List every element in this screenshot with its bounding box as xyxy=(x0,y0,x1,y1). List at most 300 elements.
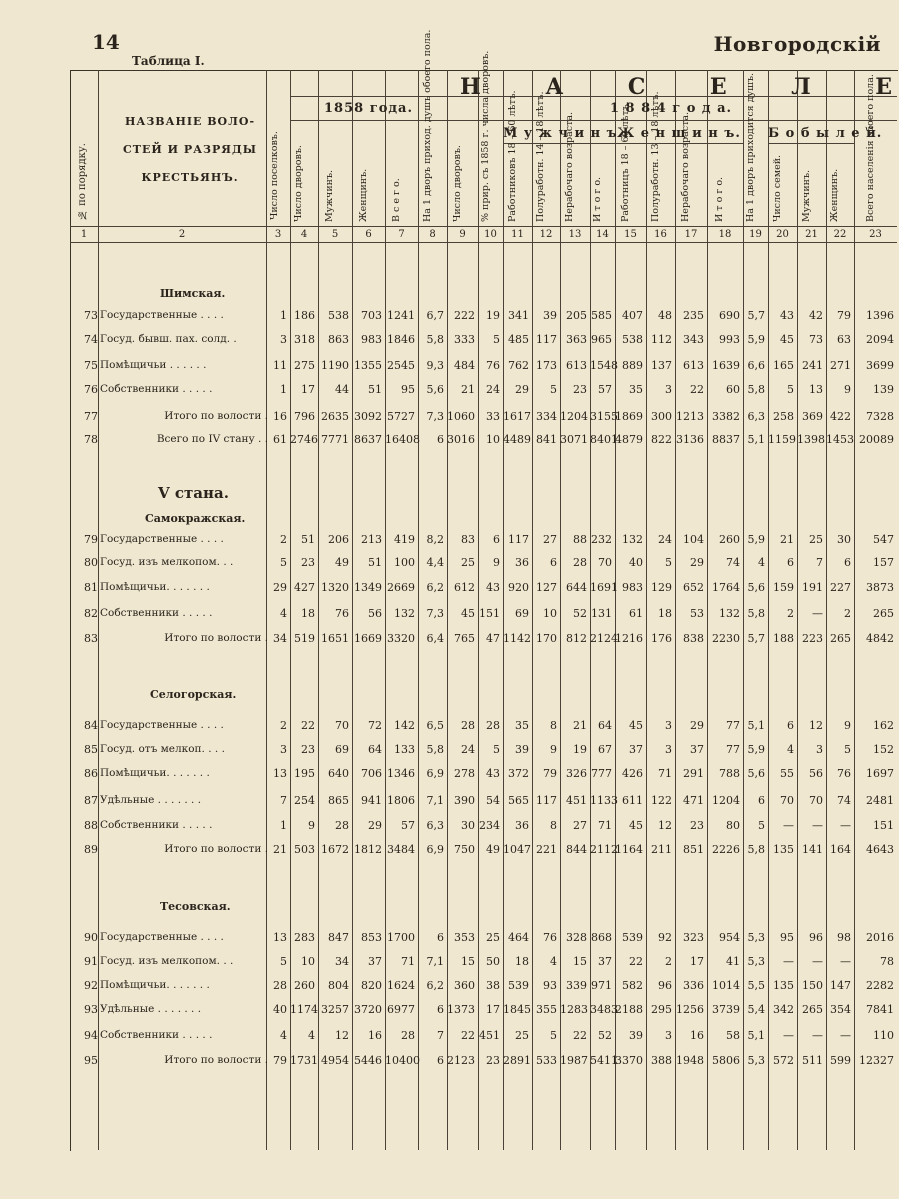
cell-c16: 137 xyxy=(651,359,672,372)
cell-c8: 6,2 xyxy=(426,979,444,992)
cell-c14: 585 xyxy=(591,309,612,322)
cell-c22: 76 xyxy=(837,767,851,780)
row-number: 80 xyxy=(84,556,98,569)
column-number: 7 xyxy=(398,229,405,240)
cell-c4: 4 xyxy=(308,1029,315,1042)
row-label: Помѣщичьи. . . . . . . xyxy=(100,979,210,991)
row-number: 74 xyxy=(84,333,98,346)
cell-c7: 28 xyxy=(401,1029,415,1042)
cell-c22: 98 xyxy=(837,931,851,944)
cell-settlements: 28 xyxy=(273,979,287,992)
cell-c9: 45 xyxy=(461,607,475,620)
cell-c11: 341 xyxy=(508,309,529,322)
cell-c14: 1133 xyxy=(590,794,618,807)
cell-c17: 37 xyxy=(690,743,704,756)
cell-c4: 254 xyxy=(294,794,315,807)
cell-c8: 6,7 xyxy=(426,309,444,322)
cell-c7: 1241 xyxy=(387,309,415,322)
cell-c12: 841 xyxy=(536,433,557,446)
cell-c13: 613 xyxy=(566,359,587,372)
cell-c4: 318 xyxy=(294,333,315,346)
cell-c18: 993 xyxy=(719,333,740,346)
cell-c20: 572 xyxy=(773,1054,794,1067)
cell-c20: 135 xyxy=(773,843,794,856)
cell-c7: 100 xyxy=(394,556,415,569)
cell-c4: 275 xyxy=(294,359,315,372)
cell-c13: 812 xyxy=(566,632,587,645)
cell-c13: 88 xyxy=(573,533,587,546)
cell-c12: 117 xyxy=(536,333,557,346)
cell-c23: 547 xyxy=(873,533,894,546)
cell-c7: 142 xyxy=(394,719,415,732)
column-number: 6 xyxy=(365,229,372,240)
cell-c5: 49 xyxy=(335,556,349,569)
cell-c7: 133 xyxy=(394,743,415,756)
column-number: 9 xyxy=(459,229,466,240)
cell-c13: 844 xyxy=(566,843,587,856)
column-number: 8 xyxy=(429,229,436,240)
row-number: 85 xyxy=(84,743,98,756)
cell-c21: 70 xyxy=(809,794,823,807)
bobyl-group-header: Б о б ы л е й. xyxy=(768,126,883,141)
cell-c9: 765 xyxy=(454,632,475,645)
cell-c10: 5 xyxy=(493,743,500,756)
cell-c19: 5,6 xyxy=(747,767,765,780)
cell-c10: 10 xyxy=(486,433,500,446)
cell-c16: 3 xyxy=(665,719,672,732)
cell-c6: 1812 xyxy=(354,843,382,856)
banner-letter: Е xyxy=(875,74,896,100)
cell-c5: 2635 xyxy=(321,410,349,423)
cell-c16: 129 xyxy=(651,581,672,594)
cell-c8: 8,2 xyxy=(426,533,444,546)
column-header-23: Всего населенія обоего пола. xyxy=(864,74,876,222)
cell-c16: 92 xyxy=(658,931,672,944)
column-number: 18 xyxy=(718,229,732,240)
cell-c15: 45 xyxy=(629,719,643,732)
cell-c12: 5 xyxy=(550,1029,557,1042)
banner-letter: Л xyxy=(791,74,815,100)
cell-c16: 388 xyxy=(651,1054,672,1067)
cell-c17: 1213 xyxy=(676,410,704,423)
cell-c17: 16 xyxy=(690,1029,704,1042)
cell-settlements: 4 xyxy=(280,607,287,620)
cell-c11: 36 xyxy=(515,819,529,832)
row-number: 81 xyxy=(84,581,98,594)
row-number: 83 xyxy=(84,632,98,645)
cell-c14: 71 xyxy=(598,819,612,832)
column-number: 11 xyxy=(511,229,524,240)
cell-c10: 54 xyxy=(486,794,500,807)
cell-c20: 159 xyxy=(773,581,794,594)
cell-c14: 965 xyxy=(591,333,612,346)
cell-c20: 135 xyxy=(773,979,794,992)
row-label: Итого по волости . xyxy=(164,632,268,644)
cell-c18: 80 xyxy=(726,819,740,832)
cell-c16: 122 xyxy=(651,794,672,807)
cell-c9: 24 xyxy=(461,743,475,756)
row-number: 91 xyxy=(84,955,98,968)
cell-c19: 5,6 xyxy=(747,581,765,594)
column-number: 16 xyxy=(654,229,667,240)
cell-c4: 23 xyxy=(301,556,315,569)
banner-letter: С xyxy=(627,74,650,100)
cell-c16: 211 xyxy=(651,843,672,856)
cell-c12: 93 xyxy=(543,979,557,992)
cell-c8: 4,4 xyxy=(426,556,444,569)
cell-c6: 983 xyxy=(361,333,382,346)
cell-c13: 326 xyxy=(566,767,587,780)
cell-c23: 162 xyxy=(873,719,894,732)
cell-c22: 30 xyxy=(837,533,851,546)
column-number: 22 xyxy=(833,229,847,240)
cell-c10: 43 xyxy=(486,581,500,594)
cell-c14: 777 xyxy=(591,767,612,780)
cell-c16: 822 xyxy=(651,433,672,446)
cell-c23: 2282 xyxy=(866,979,894,992)
cell-c16: 2 xyxy=(665,955,672,968)
cell-c13: 328 xyxy=(566,931,587,944)
cell-c20: — xyxy=(783,819,794,832)
cell-c16: 18 xyxy=(658,607,672,620)
cell-c16: 12 xyxy=(658,819,672,832)
cell-c5: 3257 xyxy=(321,1003,349,1016)
cell-c9: 390 xyxy=(454,794,475,807)
cell-c20: — xyxy=(783,1029,794,1042)
cell-c20: 70 xyxy=(780,794,794,807)
title-line: КРЕСТЬЯНЪ. xyxy=(141,171,239,184)
cell-c6: 706 xyxy=(361,767,382,780)
cell-c16: 300 xyxy=(651,410,672,423)
cell-c8: 6,4 xyxy=(426,632,444,645)
cell-c23: 7841 xyxy=(866,1003,894,1016)
cell-c10: 17 xyxy=(486,1003,500,1016)
cell-c15: 1216 xyxy=(615,632,643,645)
cell-c19: 5,9 xyxy=(747,743,765,756)
cell-c12: 10 xyxy=(543,607,557,620)
cell-c14: 3483 xyxy=(590,1003,618,1016)
cell-c6: 5446 xyxy=(354,1054,382,1067)
row-number: 82 xyxy=(84,607,98,620)
cell-c6: 37 xyxy=(368,955,382,968)
cell-c13: 27 xyxy=(573,819,587,832)
cell-c16: 71 xyxy=(658,767,672,780)
cell-c18: 60 xyxy=(726,383,740,396)
cell-c5: 863 xyxy=(328,333,349,346)
cell-c22: — xyxy=(840,819,851,832)
cell-c12: 5 xyxy=(550,383,557,396)
cell-c9: 28 xyxy=(461,719,475,732)
row-label: Всего по IV стану . . xyxy=(156,433,268,445)
cell-settlements: 1 xyxy=(280,819,287,832)
cell-c18: 2230 xyxy=(712,632,740,645)
title-column-header xyxy=(100,108,280,192)
cell-c8: 7,3 xyxy=(426,607,444,620)
cell-c5: 28 xyxy=(335,819,349,832)
cell-c18: 77 xyxy=(726,743,740,756)
cell-c9: 222 xyxy=(454,309,475,322)
cell-c23: 20089 xyxy=(859,433,894,446)
banner-letter: Е xyxy=(709,74,731,100)
cell-c14: 2112 xyxy=(590,843,618,856)
banner-letter: А xyxy=(545,74,568,100)
cell-c10: 76 xyxy=(486,359,500,372)
cell-c6: 3720 xyxy=(354,1003,382,1016)
cell-settlements: 34 xyxy=(273,632,287,645)
cell-c5: 804 xyxy=(328,979,349,992)
cell-settlements: 4 xyxy=(280,1029,287,1042)
cell-c10: 234 xyxy=(479,819,500,832)
cell-c12: 79 xyxy=(543,767,557,780)
column-header-5: Мужчинъ. xyxy=(324,169,335,222)
cell-c17: 613 xyxy=(683,359,704,372)
cell-c6: 56 xyxy=(368,607,382,620)
cell-c12: 117 xyxy=(536,794,557,807)
column-number: 12 xyxy=(539,229,553,240)
cell-c18: 132 xyxy=(719,607,740,620)
cell-c9: 360 xyxy=(454,979,475,992)
cell-c9: 15 xyxy=(461,955,475,968)
cell-c5: 7771 xyxy=(321,433,349,446)
cell-c22: 227 xyxy=(830,581,851,594)
cell-c11: 920 xyxy=(508,581,529,594)
cell-c7: 419 xyxy=(394,533,415,546)
column-number: 5 xyxy=(331,229,339,240)
cell-c12: 8 xyxy=(550,719,557,732)
cell-c22: 6 xyxy=(844,556,851,569)
women-group-header: Ж е н щ и н ъ. xyxy=(617,126,741,141)
row-label: Удѣльные . . . . . . . xyxy=(100,794,202,806)
cell-c23: 2016 xyxy=(866,931,894,944)
cell-c20: 165 xyxy=(773,359,794,372)
cell-c16: 24 xyxy=(658,533,672,546)
cell-c21: 96 xyxy=(809,931,823,944)
cell-c21: 73 xyxy=(809,333,823,346)
row-number: 78 xyxy=(84,433,98,446)
cell-c21: 223 xyxy=(802,632,823,645)
cell-c9: 353 xyxy=(454,931,475,944)
year-1858-header: 1858 года. xyxy=(324,101,413,116)
cell-c11: 69 xyxy=(515,607,529,620)
cell-c5: 206 xyxy=(328,533,349,546)
cell-c8: 6,5 xyxy=(426,719,444,732)
cell-c17: 851 xyxy=(683,843,704,856)
cell-c21: 191 xyxy=(802,581,823,594)
row-number: 90 xyxy=(84,931,98,944)
cell-c19: 5,1 xyxy=(747,433,765,446)
col-order-header: № по порядку. xyxy=(77,143,88,220)
cell-c11: 1047 xyxy=(503,843,531,856)
cell-c15: 40 xyxy=(629,556,643,569)
row-label: Собственники . . . . . xyxy=(100,607,213,619)
column-number: 23 xyxy=(869,229,882,240)
cell-c23: 152 xyxy=(873,743,894,756)
cell-c15: 35 xyxy=(629,383,643,396)
cell-c16: 5 xyxy=(665,556,672,569)
cell-c5: 69 xyxy=(335,743,349,756)
cell-c22: 1453 xyxy=(826,433,854,446)
column-number: 19 xyxy=(749,229,762,240)
cell-c17: 235 xyxy=(683,309,704,322)
cell-c11: 372 xyxy=(508,767,529,780)
cell-c13: 23 xyxy=(573,383,587,396)
cell-c7: 1624 xyxy=(387,979,415,992)
cell-c23: 2481 xyxy=(866,794,894,807)
cell-c19: 5,8 xyxy=(747,843,765,856)
cell-c12: 221 xyxy=(536,843,557,856)
cell-c11: 1845 xyxy=(503,1003,531,1016)
column-header-8: На 1 дворъ приход. душъ обоего пола. xyxy=(421,29,433,222)
cell-c4: 260 xyxy=(294,979,315,992)
table-label: Таблица I. xyxy=(132,54,205,68)
cell-c7: 6977 xyxy=(387,1003,415,1016)
row-label: Итого по волости . xyxy=(164,410,268,422)
cell-c10: 33 xyxy=(486,410,500,423)
column-number: 10 xyxy=(484,229,497,240)
cell-c19: 5,3 xyxy=(747,955,765,968)
cell-c8: 7 xyxy=(437,1029,444,1042)
cell-c15: 1164 xyxy=(615,843,643,856)
cell-c23: 110 xyxy=(873,1029,894,1042)
row-number: 77 xyxy=(84,410,98,423)
cell-c7: 2669 xyxy=(387,581,415,594)
cell-c11: 1617 xyxy=(503,410,531,423)
cell-c18: 41 xyxy=(726,955,740,968)
row-label: Помѣщичьи. . . . . . . xyxy=(100,767,210,779)
cell-c15: 611 xyxy=(622,794,643,807)
cell-c19: 5,4 xyxy=(747,1003,765,1016)
row-number: 87 xyxy=(84,794,98,807)
cell-c9: 750 xyxy=(454,843,475,856)
cell-c18: 74 xyxy=(726,556,740,569)
column-header-18: И т о г о. xyxy=(714,176,725,222)
cell-c7: 132 xyxy=(394,607,415,620)
cell-c8: 6 xyxy=(437,433,444,446)
row-label: Госуд. изъ мелкопом. . . xyxy=(100,955,234,967)
cell-c5: 12 xyxy=(335,1029,349,1042)
cell-c11: 762 xyxy=(508,359,529,372)
cell-c15: 1869 xyxy=(615,410,643,423)
row-number: 95 xyxy=(84,1054,98,1067)
cell-c22: 271 xyxy=(830,359,851,372)
cell-c6: 820 xyxy=(361,979,382,992)
cell-c22: 147 xyxy=(830,979,851,992)
cell-c7: 1846 xyxy=(387,333,415,346)
row-divider xyxy=(70,226,897,227)
cell-settlements: 2 xyxy=(280,533,287,546)
cell-c12: 6 xyxy=(550,556,557,569)
cell-c19: 6,3 xyxy=(747,410,765,423)
column-header-10: % прир. съ 1858 г. числа дворовъ. xyxy=(479,50,491,222)
cell-settlements: 29 xyxy=(273,581,287,594)
cell-c19: 5,8 xyxy=(747,383,765,396)
cell-c8: 7,1 xyxy=(426,955,444,968)
column-header-15: Работницъ 18 – 60 лѣтъ. xyxy=(619,101,631,222)
cell-c17: 29 xyxy=(690,719,704,732)
cell-c15: 538 xyxy=(622,333,643,346)
column-header-14: И т о г о. xyxy=(591,176,603,222)
cell-c5: 1651 xyxy=(321,632,349,645)
row-number: 76 xyxy=(84,383,98,396)
cell-c21: 1398 xyxy=(797,433,825,446)
cell-c21: 56 xyxy=(809,767,823,780)
row-label: Госуд. изъ мелкопом. . . xyxy=(100,556,234,568)
cell-c8: 6,9 xyxy=(426,843,444,856)
cell-c20: 2 xyxy=(787,607,794,620)
cell-c13: 15 xyxy=(573,955,587,968)
cell-c5: 76 xyxy=(335,607,349,620)
cell-c7: 16408 xyxy=(385,433,420,446)
cell-c17: 291 xyxy=(683,767,704,780)
row-divider xyxy=(615,143,743,144)
cell-c6: 853 xyxy=(361,931,382,944)
cell-c21: 369 xyxy=(802,410,823,423)
cell-c8: 7,1 xyxy=(426,794,444,807)
cell-c14: 1691 xyxy=(590,581,618,594)
column-header-11: Работниковъ 18 – 60 лѣтъ. xyxy=(506,90,518,222)
cell-c20: 188 xyxy=(773,632,794,645)
cell-c6: 29 xyxy=(368,819,382,832)
cell-c11: 485 xyxy=(508,333,529,346)
cell-c18: 690 xyxy=(719,309,740,322)
cell-c15: 426 xyxy=(622,767,643,780)
cell-c23: 12327 xyxy=(859,1054,894,1067)
cell-c16: 96 xyxy=(658,979,672,992)
cell-c17: 652 xyxy=(683,581,704,594)
cell-c5: 34 xyxy=(335,955,349,968)
cell-c19: 5,5 xyxy=(747,979,765,992)
cell-c22: — xyxy=(840,1029,851,1042)
cell-c17: 29 xyxy=(690,556,704,569)
banner-letter: Н xyxy=(460,74,485,100)
cell-c6: 3092 xyxy=(354,410,382,423)
cell-c6: 72 xyxy=(368,719,382,732)
cell-c16: 3 xyxy=(665,743,672,756)
cell-c14: 8401 xyxy=(590,433,618,446)
cell-c19: 5,9 xyxy=(747,333,765,346)
cell-c9: 2123 xyxy=(447,1054,475,1067)
cell-c11: 36 xyxy=(515,556,529,569)
column-number: 21 xyxy=(805,229,818,240)
section-samokrazh: Самокражская. xyxy=(145,512,246,525)
cell-c23: 265 xyxy=(873,607,894,620)
column-number: 20 xyxy=(776,229,789,240)
cell-c15: 39 xyxy=(629,1029,643,1042)
row-label: Помѣщичьи. . . . . . . xyxy=(100,581,210,593)
cell-c7: 3320 xyxy=(387,632,415,645)
column-header-7: В с е г о. xyxy=(390,178,402,222)
cell-c23: 2094 xyxy=(866,333,894,346)
cell-c13: 451 xyxy=(566,794,587,807)
cell-c14: 52 xyxy=(598,1029,612,1042)
cell-c15: 45 xyxy=(629,819,643,832)
cell-c6: 64 xyxy=(368,743,382,756)
cell-c13: 28 xyxy=(573,556,587,569)
cell-c7: 2545 xyxy=(387,359,415,372)
cell-c17: 17 xyxy=(690,955,704,968)
cell-c17: 343 xyxy=(683,333,704,346)
cell-c20: 5 xyxy=(787,383,794,396)
cell-c6: 51 xyxy=(368,556,382,569)
row-label: Собственники . . . . . xyxy=(100,1029,213,1041)
cell-c10: 451 xyxy=(479,1029,500,1042)
cell-c15: 61 xyxy=(629,607,643,620)
cell-c4: 23 xyxy=(301,743,315,756)
cell-c21: — xyxy=(812,607,823,620)
cell-c23: 157 xyxy=(873,556,894,569)
cell-c12: 9 xyxy=(550,743,557,756)
cell-c19: 5,3 xyxy=(747,1054,765,1067)
